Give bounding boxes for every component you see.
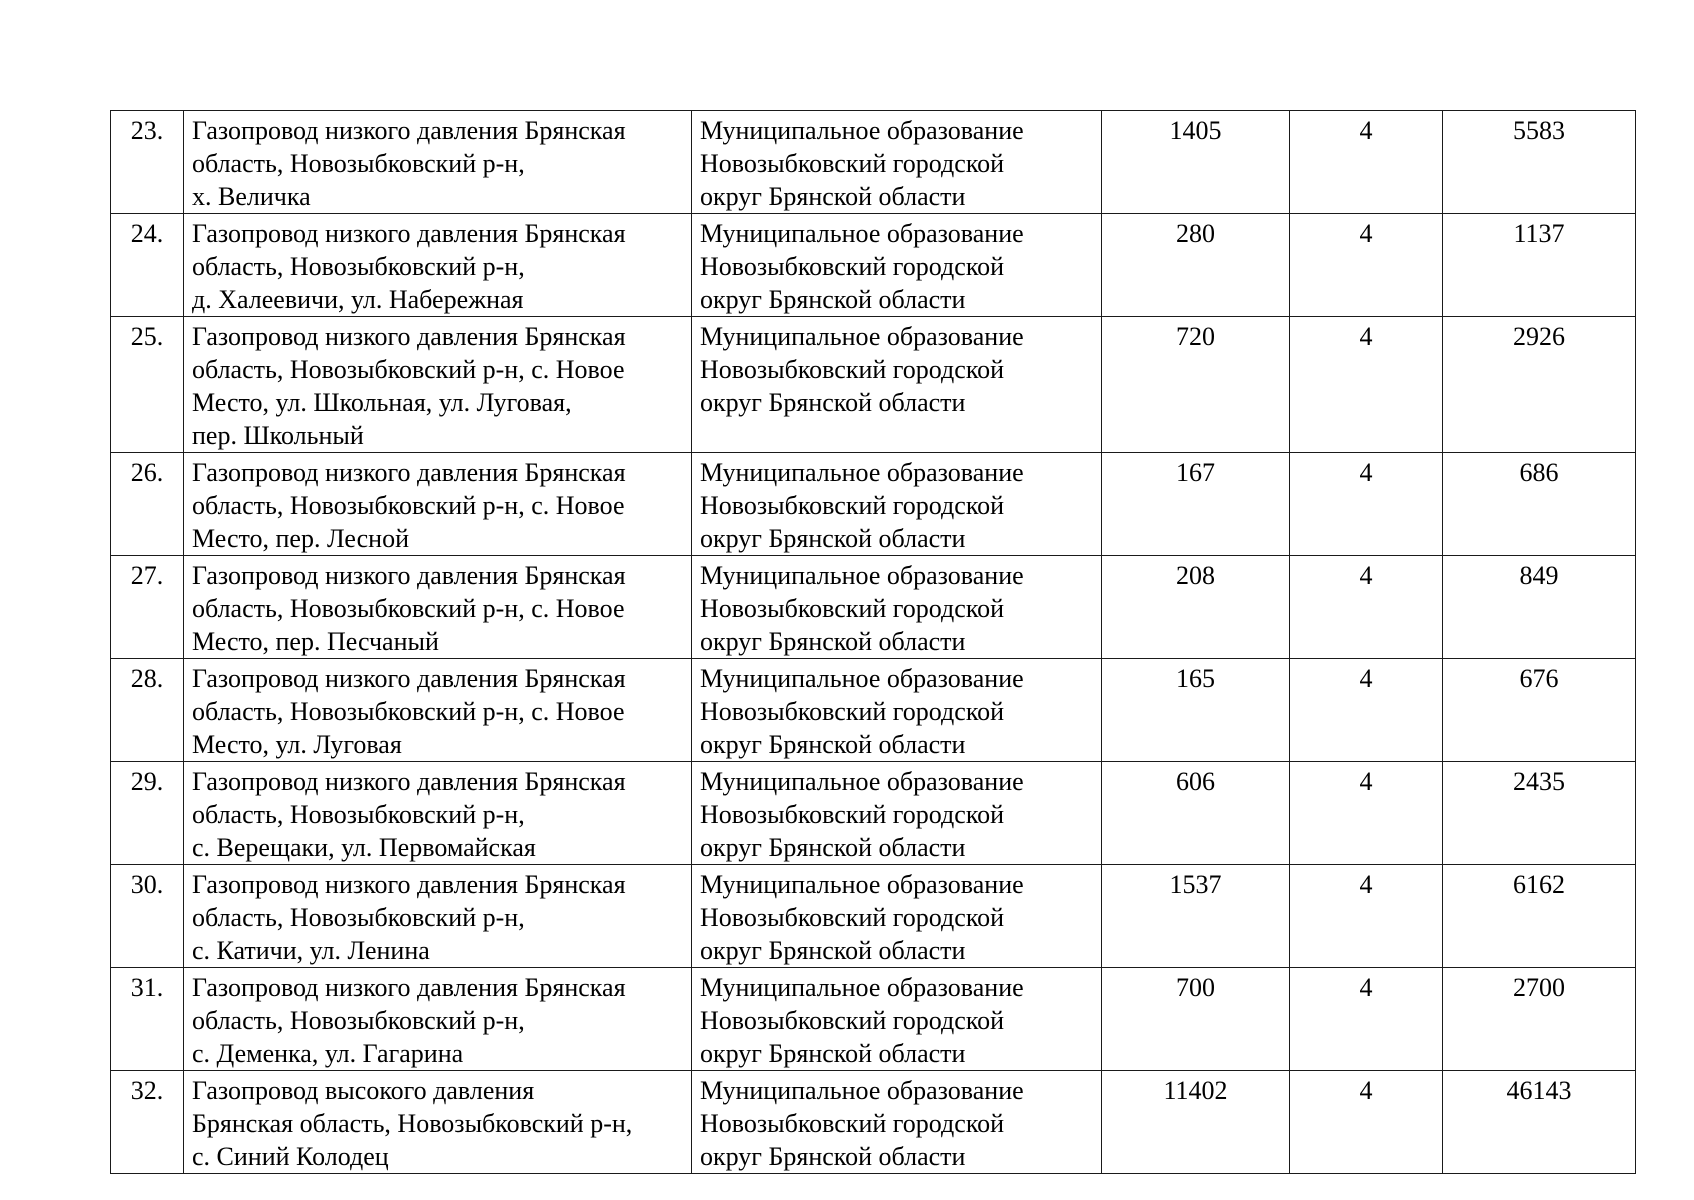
owner-name-line: Муниципальное образование <box>700 1076 1024 1105</box>
amount-value: 2700 <box>1443 968 1636 1071</box>
owner-name <box>692 214 1102 317</box>
object-name <box>184 968 692 1071</box>
owner-name <box>692 968 1102 1071</box>
length-value: 11402 <box>1102 1071 1290 1174</box>
owner-name-line: Новозыбковский городской <box>700 1006 1005 1035</box>
object-name-line: с. Верещаки, ул. Первомайская <box>192 833 536 862</box>
object-name-line: область, Новозыбковский р-н, с. Новое <box>192 355 625 384</box>
category-value: 4 <box>1290 659 1443 762</box>
owner-name-line: Муниципальное образование <box>700 458 1024 487</box>
object-name-line: с. Деменка, ул. Гагарина <box>192 1039 464 1068</box>
owner-name <box>692 317 1102 453</box>
object-name-line: Газопровод низкого давления Брянская <box>192 561 626 590</box>
owner-name <box>692 453 1102 556</box>
object-name <box>184 1071 692 1174</box>
object-name-line: Газопровод низкого давления Брянская <box>192 664 626 693</box>
table-body <box>111 111 1636 1174</box>
object-name-line: Газопровод низкого давления Брянская <box>192 322 626 351</box>
owner-name-line: округ Брянской области <box>700 730 966 759</box>
amount-value: 849 <box>1443 556 1636 659</box>
object-name-line: область, Новозыбковский р-н, <box>192 149 525 178</box>
owner-name <box>692 556 1102 659</box>
object-name-line: область, Новозыбковский р-н, <box>192 800 525 829</box>
owner-name-line: Новозыбковский городской <box>700 252 1005 281</box>
owner-name-line: округ Брянской области <box>700 524 966 553</box>
amount-value: 46143 <box>1443 1071 1636 1174</box>
amount-value: 686 <box>1443 453 1636 556</box>
length-value: 280 <box>1102 214 1290 317</box>
object-name-line: Брянская область, Новозыбковский р-н, <box>192 1109 633 1138</box>
row-number: 30. <box>111 865 184 968</box>
category-value: 4 <box>1290 317 1443 453</box>
object-name-line: Газопровод низкого давления Брянская <box>192 973 626 1002</box>
length-value: 720 <box>1102 317 1290 453</box>
object-name-line: д. Халеевичи, ул. Набережная <box>192 285 524 314</box>
object-name-line: Место, пер. Песчаный <box>192 627 439 656</box>
owner-name-line: Муниципальное образование <box>700 219 1024 248</box>
category-value: 4 <box>1290 762 1443 865</box>
owner-name <box>692 659 1102 762</box>
category-value: 4 <box>1290 968 1443 1071</box>
owner-name-line: округ Брянской области <box>700 627 966 656</box>
object-name-line: Газопровод низкого давления Брянская <box>192 870 626 899</box>
category-value: 4 <box>1290 556 1443 659</box>
owner-name-line: Муниципальное образование <box>700 322 1024 351</box>
table-row <box>111 762 1636 865</box>
object-name-line: пер. Школьный <box>192 421 364 450</box>
row-number: 29. <box>111 762 184 865</box>
owner-name-line: округ Брянской области <box>700 936 966 965</box>
object-name-line: Место, ул. Школьная, ул. Луговая, <box>192 388 572 417</box>
length-value: 208 <box>1102 556 1290 659</box>
object-name <box>184 453 692 556</box>
gas-pipeline-table <box>110 110 1636 1174</box>
object-name-line: область, Новозыбковский р-н, с. Новое <box>192 491 625 520</box>
owner-name-line: Муниципальное образование <box>700 870 1024 899</box>
object-name-line: Место, ул. Луговая <box>192 730 402 759</box>
object-name-line: область, Новозыбковский р-н, <box>192 1006 525 1035</box>
object-name <box>184 556 692 659</box>
owner-name-line: Новозыбковский городской <box>700 1109 1005 1138</box>
owner-name-line: Муниципальное образование <box>700 561 1024 590</box>
owner-name-line: Муниципальное образование <box>700 664 1024 693</box>
owner-name <box>692 1071 1102 1174</box>
table-row <box>111 317 1636 453</box>
table-row <box>111 453 1636 556</box>
amount-value: 6162 <box>1443 865 1636 968</box>
length-value: 700 <box>1102 968 1290 1071</box>
owner-name-line: Новозыбковский городской <box>700 491 1005 520</box>
object-name-line: Газопровод низкого давления Брянская <box>192 767 626 796</box>
category-value: 4 <box>1290 111 1443 214</box>
owner-name <box>692 111 1102 214</box>
object-name <box>184 659 692 762</box>
owner-name-line: округ Брянской области <box>700 1039 966 1068</box>
row-number: 32. <box>111 1071 184 1174</box>
row-number: 26. <box>111 453 184 556</box>
category-value: 4 <box>1290 1071 1443 1174</box>
length-value: 1537 <box>1102 865 1290 968</box>
row-number: 25. <box>111 317 184 453</box>
object-name-line: Место, пер. Лесной <box>192 524 409 553</box>
object-name-line: Газопровод высокого давления <box>192 1076 535 1105</box>
amount-value: 5583 <box>1443 111 1636 214</box>
category-value: 4 <box>1290 214 1443 317</box>
owner-name-line: округ Брянской области <box>700 1142 966 1171</box>
object-name-line: область, Новозыбковский р-н, <box>192 252 525 281</box>
table-row <box>111 111 1636 214</box>
owner-name-line: округ Брянской области <box>700 388 966 417</box>
category-value: 4 <box>1290 453 1443 556</box>
object-name-line: х. Величка <box>192 182 311 211</box>
owner-name <box>692 762 1102 865</box>
object-name <box>184 865 692 968</box>
amount-value: 1137 <box>1443 214 1636 317</box>
owner-name-line: Муниципальное образование <box>700 116 1024 145</box>
table-row <box>111 968 1636 1071</box>
amount-value: 2926 <box>1443 317 1636 453</box>
table-row <box>111 865 1636 968</box>
length-value: 165 <box>1102 659 1290 762</box>
object-name-line: с. Синий Колодец <box>192 1142 389 1171</box>
owner-name <box>692 865 1102 968</box>
object-name <box>184 762 692 865</box>
length-value: 167 <box>1102 453 1290 556</box>
object-name-line: с. Катичи, ул. Ленина <box>192 936 430 965</box>
row-number: 27. <box>111 556 184 659</box>
object-name <box>184 214 692 317</box>
row-number: 28. <box>111 659 184 762</box>
owner-name-line: Новозыбковский городской <box>700 149 1005 178</box>
category-value: 4 <box>1290 865 1443 968</box>
owner-name-line: Муниципальное образование <box>700 973 1024 1002</box>
row-number: 24. <box>111 214 184 317</box>
row-number: 23. <box>111 111 184 214</box>
object-name-line: область, Новозыбковский р-н, с. Новое <box>192 594 625 623</box>
amount-value: 676 <box>1443 659 1636 762</box>
object-name-line: область, Новозыбковский р-н, с. Новое <box>192 697 625 726</box>
object-name <box>184 111 692 214</box>
length-value: 1405 <box>1102 111 1290 214</box>
table-row <box>111 1071 1636 1174</box>
owner-name-line: Новозыбковский городской <box>700 800 1005 829</box>
owner-name-line: округ Брянской области <box>700 285 966 314</box>
row-number: 31. <box>111 968 184 1071</box>
object-name-line: Газопровод низкого давления Брянская <box>192 219 626 248</box>
owner-name-line: Новозыбковский городской <box>700 355 1005 384</box>
amount-value: 2435 <box>1443 762 1636 865</box>
owner-name-line: Новозыбковский городской <box>700 697 1005 726</box>
object-name <box>184 317 692 453</box>
owner-name-line: Новозыбковский городской <box>700 903 1005 932</box>
table-row <box>111 556 1636 659</box>
length-value: 606 <box>1102 762 1290 865</box>
owner-name-line: Новозыбковский городской <box>700 594 1005 623</box>
owner-name-line: округ Брянской области <box>700 182 966 211</box>
object-name-line: область, Новозыбковский р-н, <box>192 903 525 932</box>
table-row <box>111 659 1636 762</box>
object-name-line: Газопровод низкого давления Брянская <box>192 458 626 487</box>
owner-name-line: Муниципальное образование <box>700 767 1024 796</box>
object-name-line: Газопровод низкого давления Брянская <box>192 116 626 145</box>
table-row <box>111 214 1636 317</box>
owner-name-line: округ Брянской области <box>700 833 966 862</box>
